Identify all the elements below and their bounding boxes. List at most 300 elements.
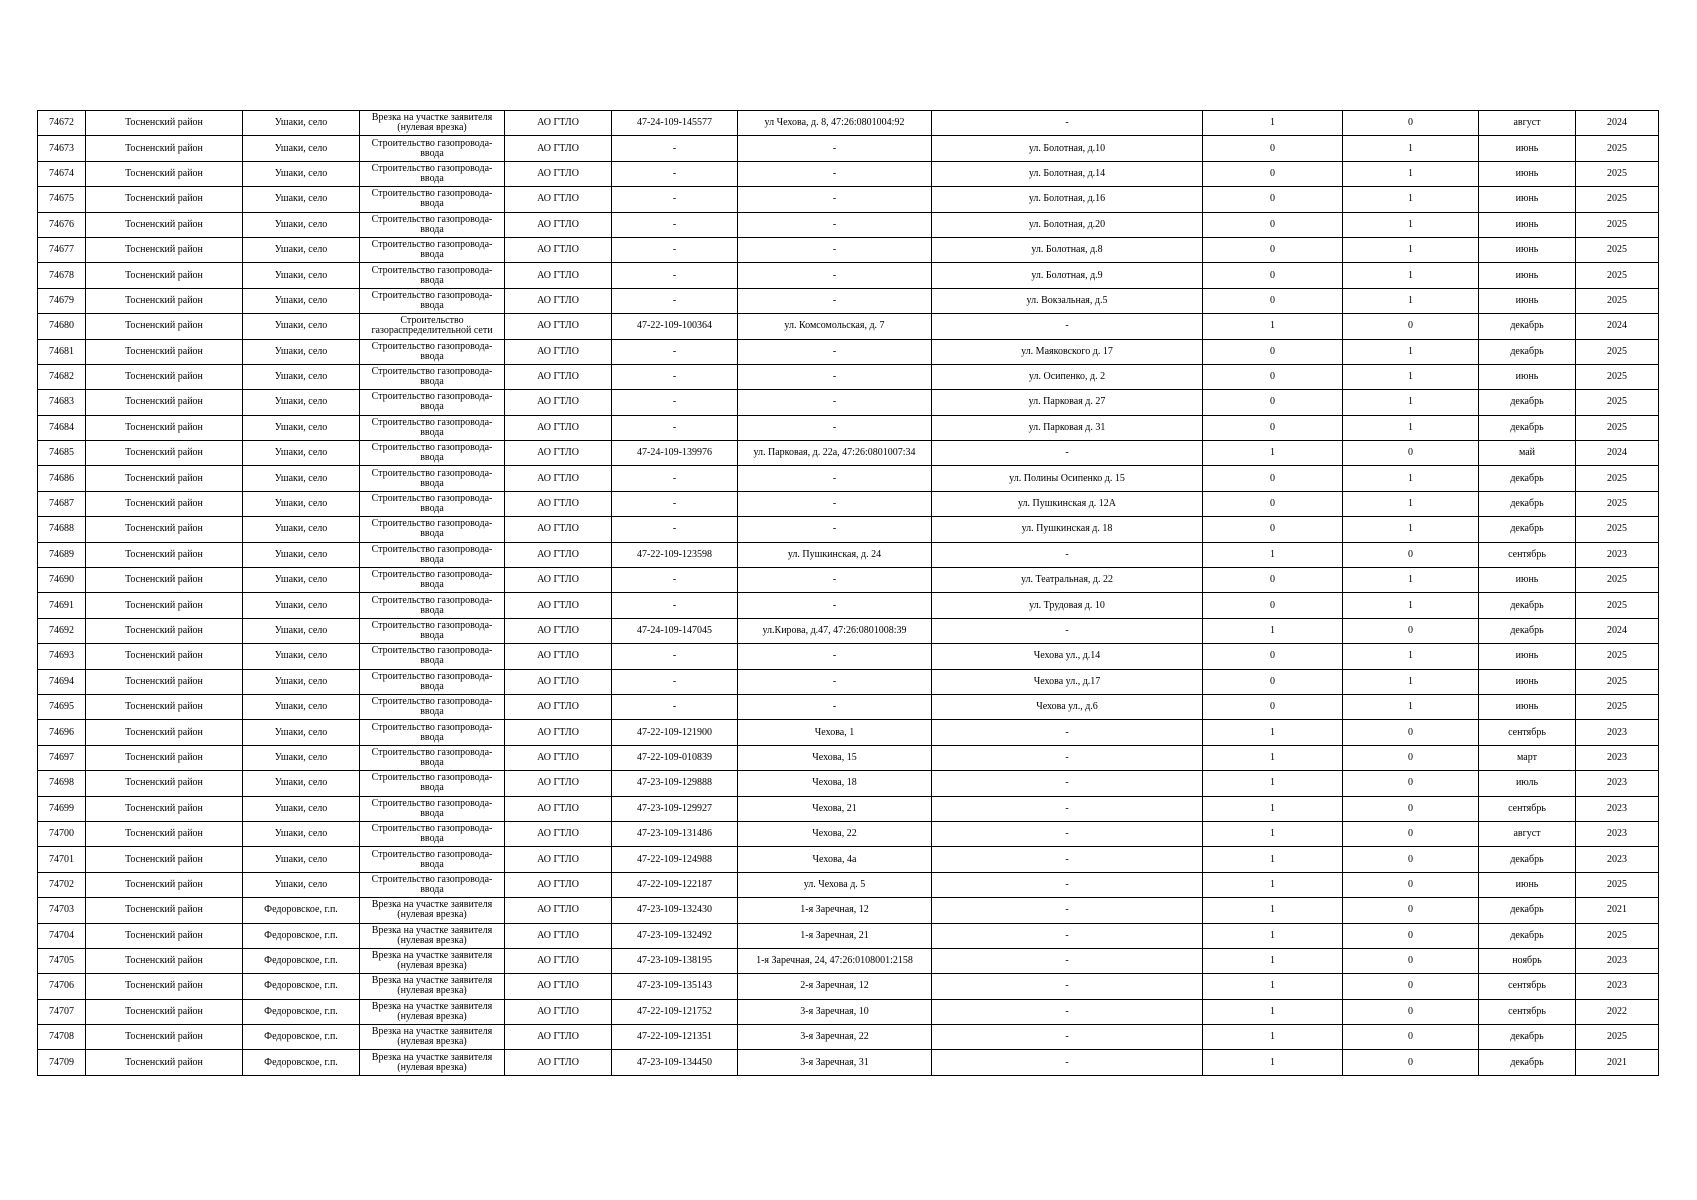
- organization-cell: АО ГТЛО: [505, 618, 612, 643]
- year-cell: 2025: [1576, 415, 1659, 440]
- address-cell: ул. Пушкинская, д. 24: [738, 542, 932, 567]
- organization-cell: АО ГТЛО: [505, 542, 612, 567]
- contract-number-cell: 47-23-109-134450: [612, 1050, 738, 1075]
- year-cell: 2025: [1576, 491, 1659, 516]
- year-cell: 2025: [1576, 263, 1659, 288]
- count-planned-cell: 1: [1343, 364, 1479, 389]
- year-cell: 2025: [1576, 694, 1659, 719]
- contract-number-cell: -: [612, 390, 738, 415]
- table-row: [38, 339, 1659, 364]
- count-done-cell: 1: [1203, 821, 1343, 846]
- month-cell: июнь: [1479, 694, 1576, 719]
- table-row: [38, 1025, 1659, 1050]
- row-id-cell: 74694: [38, 669, 86, 694]
- row-id-cell: 74689: [38, 542, 86, 567]
- contract-number-cell: -: [612, 364, 738, 389]
- district-cell: Тосненский район: [86, 187, 243, 212]
- planned-address-cell: ул. Болотная, д.9: [932, 263, 1203, 288]
- month-cell: июнь: [1479, 364, 1576, 389]
- month-cell: июнь: [1479, 187, 1576, 212]
- table-row: [38, 517, 1659, 542]
- work-type-cell: Строительство газопровода-ввода: [360, 364, 505, 389]
- count-planned-cell: 1: [1343, 212, 1479, 237]
- work-type-cell: Строительство газопровода-ввода: [360, 821, 505, 846]
- contract-number-cell: 47-22-109-121900: [612, 720, 738, 745]
- row-id-cell: 74676: [38, 212, 86, 237]
- month-cell: декабрь: [1479, 593, 1576, 618]
- settlement-cell: Ушаки, село: [243, 517, 360, 542]
- contract-number-cell: -: [612, 263, 738, 288]
- planned-address-cell: -: [932, 542, 1203, 567]
- settlement-cell: Федоровское, г.п.: [243, 1050, 360, 1075]
- table-row: [38, 364, 1659, 389]
- year-cell: 2025: [1576, 187, 1659, 212]
- count-done-cell: 1: [1203, 720, 1343, 745]
- district-cell: Тосненский район: [86, 111, 243, 136]
- work-type-cell: Врезка на участке заявителя (нулевая врезка): [360, 974, 505, 999]
- row-id-cell: 74686: [38, 466, 86, 491]
- count-planned-cell: 1: [1343, 136, 1479, 161]
- count-done-cell: 1: [1203, 796, 1343, 821]
- row-id-cell: 74675: [38, 187, 86, 212]
- planned-address-cell: ул. Пушкинская д. 18: [932, 517, 1203, 542]
- table-row: [38, 593, 1659, 618]
- work-type-cell: Строительство газопровода-ввода: [360, 161, 505, 186]
- count-planned-cell: 0: [1343, 796, 1479, 821]
- settlement-cell: Ушаки, село: [243, 390, 360, 415]
- contract-number-cell: -: [612, 288, 738, 313]
- district-cell: Тосненский район: [86, 364, 243, 389]
- district-cell: Тосненский район: [86, 771, 243, 796]
- address-cell: -: [738, 568, 932, 593]
- table-row: [38, 441, 1659, 466]
- organization-cell: АО ГТЛО: [505, 1050, 612, 1075]
- count-planned-cell: 1: [1343, 390, 1479, 415]
- month-cell: июнь: [1479, 161, 1576, 186]
- planned-address-cell: -: [932, 872, 1203, 897]
- work-type-cell: Строительство газопровода-ввода: [360, 390, 505, 415]
- row-id-cell: 74701: [38, 847, 86, 872]
- table-row: [38, 821, 1659, 846]
- count-done-cell: 0: [1203, 415, 1343, 440]
- address-cell: 1-я Заречная, 24, 47:26:0108001:2158: [738, 948, 932, 973]
- contract-number-cell: -: [612, 212, 738, 237]
- count-done-cell: 1: [1203, 1025, 1343, 1050]
- year-cell: 2025: [1576, 339, 1659, 364]
- district-cell: Тосненский район: [86, 745, 243, 770]
- address-cell: -: [738, 136, 932, 161]
- count-done-cell: 1: [1203, 898, 1343, 923]
- planned-address-cell: -: [932, 796, 1203, 821]
- count-planned-cell: 1: [1343, 644, 1479, 669]
- table-row: [38, 161, 1659, 186]
- work-type-cell: Строительство газопровода-ввода: [360, 136, 505, 161]
- work-type-cell: Строительство газопровода-ввода: [360, 644, 505, 669]
- planned-address-cell: Чехова ул., д.17: [932, 669, 1203, 694]
- work-type-cell: Врезка на участке заявителя (нулевая врезка): [360, 898, 505, 923]
- year-cell: 2025: [1576, 161, 1659, 186]
- table-row: [38, 237, 1659, 262]
- row-id-cell: 74702: [38, 872, 86, 897]
- count-done-cell: 1: [1203, 999, 1343, 1024]
- address-cell: -: [738, 491, 932, 516]
- organization-cell: АО ГТЛО: [505, 644, 612, 669]
- row-id-cell: 74681: [38, 339, 86, 364]
- planned-address-cell: -: [932, 771, 1203, 796]
- planned-address-cell: -: [932, 898, 1203, 923]
- planned-address-cell: -: [932, 720, 1203, 745]
- row-id-cell: 74692: [38, 618, 86, 643]
- count-done-cell: 0: [1203, 491, 1343, 516]
- work-type-cell: Строительство газопровода-ввода: [360, 618, 505, 643]
- count-planned-cell: 0: [1343, 542, 1479, 567]
- district-cell: Тосненский район: [86, 898, 243, 923]
- organization-cell: АО ГТЛО: [505, 390, 612, 415]
- settlement-cell: Ушаки, село: [243, 187, 360, 212]
- work-type-cell: Строительство газопровода-ввода: [360, 517, 505, 542]
- organization-cell: АО ГТЛО: [505, 441, 612, 466]
- address-cell: -: [738, 161, 932, 186]
- organization-cell: АО ГТЛО: [505, 212, 612, 237]
- work-type-cell: Строительство газопровода-ввода: [360, 288, 505, 313]
- count-done-cell: 1: [1203, 847, 1343, 872]
- count-done-cell: 1: [1203, 314, 1343, 339]
- work-type-cell: Строительство газопровода-ввода: [360, 669, 505, 694]
- table-row: [38, 745, 1659, 770]
- count-planned-cell: 1: [1343, 593, 1479, 618]
- table-row: [38, 466, 1659, 491]
- settlement-cell: Ушаки, село: [243, 491, 360, 516]
- count-done-cell: 0: [1203, 136, 1343, 161]
- address-cell: 3-я Заречная, 10: [738, 999, 932, 1024]
- table-row: [38, 618, 1659, 643]
- month-cell: декабрь: [1479, 517, 1576, 542]
- address-cell: 1-я Заречная, 12: [738, 898, 932, 923]
- district-cell: Тосненский район: [86, 517, 243, 542]
- organization-cell: АО ГТЛО: [505, 974, 612, 999]
- address-cell: Чехова, 22: [738, 821, 932, 846]
- planned-address-cell: ул. Болотная, д.16: [932, 187, 1203, 212]
- settlement-cell: Ушаки, село: [243, 263, 360, 288]
- row-id-cell: 74704: [38, 923, 86, 948]
- settlement-cell: Ушаки, село: [243, 136, 360, 161]
- count-planned-cell: 1: [1343, 466, 1479, 491]
- planned-address-cell: -: [932, 974, 1203, 999]
- month-cell: июль: [1479, 771, 1576, 796]
- district-cell: Тосненский район: [86, 948, 243, 973]
- district-cell: Тосненский район: [86, 720, 243, 745]
- count-planned-cell: 1: [1343, 288, 1479, 313]
- year-cell: 2025: [1576, 466, 1659, 491]
- work-type-cell: Строительство газопровода-ввода: [360, 847, 505, 872]
- district-cell: Тосненский район: [86, 466, 243, 491]
- settlement-cell: Ушаки, село: [243, 720, 360, 745]
- organization-cell: АО ГТЛО: [505, 568, 612, 593]
- settlement-cell: Ушаки, село: [243, 694, 360, 719]
- organization-cell: АО ГТЛО: [505, 136, 612, 161]
- count-planned-cell: 0: [1343, 111, 1479, 136]
- organization-cell: АО ГТЛО: [505, 237, 612, 262]
- planned-address-cell: ул. Театральная, д. 22: [932, 568, 1203, 593]
- settlement-cell: Ушаки, село: [243, 568, 360, 593]
- row-id-cell: 74680: [38, 314, 86, 339]
- year-cell: 2023: [1576, 720, 1659, 745]
- year-cell: 2021: [1576, 1050, 1659, 1075]
- district-cell: Тосненский район: [86, 491, 243, 516]
- count-done-cell: 1: [1203, 542, 1343, 567]
- row-id-cell: 74698: [38, 771, 86, 796]
- contract-number-cell: 47-23-109-132492: [612, 923, 738, 948]
- contract-number-cell: 47-24-109-139976: [612, 441, 738, 466]
- month-cell: декабрь: [1479, 898, 1576, 923]
- district-cell: Тосненский район: [86, 872, 243, 897]
- table-row: [38, 974, 1659, 999]
- planned-address-cell: -: [932, 745, 1203, 770]
- table-row: [38, 644, 1659, 669]
- month-cell: сентябрь: [1479, 999, 1576, 1024]
- settlement-cell: Ушаки, село: [243, 161, 360, 186]
- row-id-cell: 74693: [38, 644, 86, 669]
- year-cell: 2023: [1576, 974, 1659, 999]
- work-type-cell: Врезка на участке заявителя (нулевая врезка): [360, 1025, 505, 1050]
- work-type-cell: Строительство газопровода-ввода: [360, 415, 505, 440]
- settlement-cell: Ушаки, село: [243, 111, 360, 136]
- count-done-cell: 1: [1203, 771, 1343, 796]
- organization-cell: АО ГТЛО: [505, 999, 612, 1024]
- district-cell: Тосненский район: [86, 314, 243, 339]
- row-id-cell: 74678: [38, 263, 86, 288]
- month-cell: май: [1479, 441, 1576, 466]
- work-type-cell: Строительство газопровода-ввода: [360, 542, 505, 567]
- count-done-cell: 1: [1203, 441, 1343, 466]
- year-cell: 2025: [1576, 517, 1659, 542]
- work-type-cell: Строительство газопровода-ввода: [360, 491, 505, 516]
- month-cell: декабрь: [1479, 923, 1576, 948]
- year-cell: 2025: [1576, 1025, 1659, 1050]
- table-row: [38, 390, 1659, 415]
- settlement-cell: Ушаки, село: [243, 441, 360, 466]
- planned-address-cell: -: [932, 847, 1203, 872]
- address-cell: -: [738, 644, 932, 669]
- count-planned-cell: 0: [1343, 948, 1479, 973]
- planned-address-cell: ул. Вокзальная, д.5: [932, 288, 1203, 313]
- planned-address-cell: ул. Маяковского д. 17: [932, 339, 1203, 364]
- address-cell: ул. Парковая, д. 22а, 47:26:0801007:34: [738, 441, 932, 466]
- row-id-cell: 74672: [38, 111, 86, 136]
- settlement-cell: Федоровское, г.п.: [243, 974, 360, 999]
- organization-cell: АО ГТЛО: [505, 288, 612, 313]
- district-cell: Тосненский район: [86, 390, 243, 415]
- count-planned-cell: 0: [1343, 441, 1479, 466]
- work-type-cell: Врезка на участке заявителя (нулевая врезка): [360, 111, 505, 136]
- count-planned-cell: 1: [1343, 339, 1479, 364]
- address-cell: ул. Комсомольская, д. 7: [738, 314, 932, 339]
- settlement-cell: Ушаки, село: [243, 745, 360, 770]
- table-body: [38, 111, 1659, 1076]
- year-cell: 2025: [1576, 669, 1659, 694]
- district-cell: Тосненский район: [86, 821, 243, 846]
- district-cell: Тосненский район: [86, 593, 243, 618]
- count-done-cell: 1: [1203, 618, 1343, 643]
- count-done-cell: 1: [1203, 974, 1343, 999]
- district-cell: Тосненский район: [86, 339, 243, 364]
- address-cell: 1-я Заречная, 21: [738, 923, 932, 948]
- settlement-cell: Ушаки, село: [243, 796, 360, 821]
- address-cell: -: [738, 415, 932, 440]
- contract-number-cell: 47-23-109-138195: [612, 948, 738, 973]
- year-cell: 2022: [1576, 999, 1659, 1024]
- contract-number-cell: 47-23-109-135143: [612, 974, 738, 999]
- organization-cell: АО ГТЛО: [505, 923, 612, 948]
- count-planned-cell: 1: [1343, 669, 1479, 694]
- month-cell: сентябрь: [1479, 720, 1576, 745]
- address-cell: -: [738, 263, 932, 288]
- settlement-cell: Федоровское, г.п.: [243, 948, 360, 973]
- table-row: [38, 568, 1659, 593]
- planned-address-cell: ул. Осипенко, д. 2: [932, 364, 1203, 389]
- district-cell: Тосненский район: [86, 542, 243, 567]
- month-cell: сентябрь: [1479, 974, 1576, 999]
- address-cell: -: [738, 694, 932, 719]
- count-done-cell: 0: [1203, 187, 1343, 212]
- month-cell: июнь: [1479, 568, 1576, 593]
- settlement-cell: Ушаки, село: [243, 771, 360, 796]
- organization-cell: АО ГТЛО: [505, 161, 612, 186]
- address-cell: -: [738, 237, 932, 262]
- row-id-cell: 74674: [38, 161, 86, 186]
- district-cell: Тосненский район: [86, 796, 243, 821]
- work-type-cell: Строительство газопровода-ввода: [360, 568, 505, 593]
- year-cell: 2024: [1576, 441, 1659, 466]
- settlement-cell: Ушаки, село: [243, 618, 360, 643]
- contract-number-cell: 47-22-109-121752: [612, 999, 738, 1024]
- contract-number-cell: -: [612, 491, 738, 516]
- address-cell: 2-я Заречная, 12: [738, 974, 932, 999]
- district-cell: Тосненский район: [86, 1050, 243, 1075]
- organization-cell: АО ГТЛО: [505, 745, 612, 770]
- year-cell: 2025: [1576, 212, 1659, 237]
- work-type-cell: Врезка на участке заявителя (нулевая врезка): [360, 999, 505, 1024]
- count-planned-cell: 1: [1343, 237, 1479, 262]
- contract-number-cell: -: [612, 644, 738, 669]
- planned-address-cell: -: [932, 618, 1203, 643]
- count-done-cell: 1: [1203, 923, 1343, 948]
- month-cell: июнь: [1479, 263, 1576, 288]
- year-cell: 2025: [1576, 364, 1659, 389]
- district-cell: Тосненский район: [86, 212, 243, 237]
- settlement-cell: Ушаки, село: [243, 644, 360, 669]
- count-planned-cell: 1: [1343, 161, 1479, 186]
- table-row: [38, 999, 1659, 1024]
- count-done-cell: 1: [1203, 948, 1343, 973]
- address-cell: Чехова, 4а: [738, 847, 932, 872]
- planned-address-cell: Чехова ул., д.6: [932, 694, 1203, 719]
- work-type-cell: Строительство газопровода-ввода: [360, 441, 505, 466]
- organization-cell: АО ГТЛО: [505, 263, 612, 288]
- contract-number-cell: -: [612, 187, 738, 212]
- address-cell: ул.Кирова, д.47, 47:26:0801008:39: [738, 618, 932, 643]
- row-id-cell: 74705: [38, 948, 86, 973]
- settlement-cell: Ушаки, село: [243, 542, 360, 567]
- count-done-cell: 0: [1203, 694, 1343, 719]
- table-row: [38, 669, 1659, 694]
- address-cell: -: [738, 339, 932, 364]
- count-planned-cell: 0: [1343, 1025, 1479, 1050]
- year-cell: 2023: [1576, 796, 1659, 821]
- district-cell: Тосненский район: [86, 669, 243, 694]
- work-type-cell: Строительство газопровода-ввода: [360, 187, 505, 212]
- count-done-cell: 0: [1203, 339, 1343, 364]
- count-done-cell: 0: [1203, 237, 1343, 262]
- table-row: [38, 923, 1659, 948]
- row-id-cell: 74687: [38, 491, 86, 516]
- planned-address-cell: ул. Болотная, д.14: [932, 161, 1203, 186]
- work-type-cell: Строительство газопровода-ввода: [360, 771, 505, 796]
- year-cell: 2025: [1576, 237, 1659, 262]
- count-done-cell: 1: [1203, 1050, 1343, 1075]
- planned-address-cell: -: [932, 111, 1203, 136]
- count-done-cell: 0: [1203, 593, 1343, 618]
- organization-cell: АО ГТЛО: [505, 491, 612, 516]
- table-row: [38, 263, 1659, 288]
- row-id-cell: 74677: [38, 237, 86, 262]
- district-cell: Тосненский район: [86, 1025, 243, 1050]
- organization-cell: АО ГТЛО: [505, 771, 612, 796]
- address-cell: Чехова, 15: [738, 745, 932, 770]
- month-cell: декабрь: [1479, 1050, 1576, 1075]
- organization-cell: АО ГТЛО: [505, 593, 612, 618]
- row-id-cell: 74684: [38, 415, 86, 440]
- organization-cell: АО ГТЛО: [505, 694, 612, 719]
- table-row: [38, 847, 1659, 872]
- month-cell: декабрь: [1479, 466, 1576, 491]
- year-cell: 2024: [1576, 618, 1659, 643]
- organization-cell: АО ГТЛО: [505, 948, 612, 973]
- work-type-cell: Врезка на участке заявителя (нулевая врезка): [360, 923, 505, 948]
- contract-number-cell: -: [612, 237, 738, 262]
- planned-address-cell: -: [932, 314, 1203, 339]
- planned-address-cell: ул. Болотная, д.20: [932, 212, 1203, 237]
- address-cell: -: [738, 364, 932, 389]
- contract-number-cell: -: [612, 415, 738, 440]
- work-type-cell: Строительство газопровода-ввода: [360, 237, 505, 262]
- planned-address-cell: Чехова ул., д.14: [932, 644, 1203, 669]
- row-id-cell: 74709: [38, 1050, 86, 1075]
- district-cell: Тосненский район: [86, 415, 243, 440]
- district-cell: Тосненский район: [86, 974, 243, 999]
- settlement-cell: Ушаки, село: [243, 593, 360, 618]
- work-type-cell: Врезка на участке заявителя (нулевая врезка): [360, 948, 505, 973]
- count-planned-cell: 1: [1343, 517, 1479, 542]
- address-cell: 3-я Заречная, 22: [738, 1025, 932, 1050]
- row-id-cell: 74697: [38, 745, 86, 770]
- count-planned-cell: 0: [1343, 923, 1479, 948]
- table-row: [38, 898, 1659, 923]
- district-cell: Тосненский район: [86, 263, 243, 288]
- month-cell: март: [1479, 745, 1576, 770]
- settlement-cell: Ушаки, село: [243, 288, 360, 313]
- count-planned-cell: 1: [1343, 187, 1479, 212]
- month-cell: июнь: [1479, 212, 1576, 237]
- contract-number-cell: 47-24-109-147045: [612, 618, 738, 643]
- organization-cell: АО ГТЛО: [505, 466, 612, 491]
- settlement-cell: Федоровское, г.п.: [243, 923, 360, 948]
- year-cell: 2024: [1576, 111, 1659, 136]
- district-cell: Тосненский район: [86, 136, 243, 161]
- settlement-cell: Ушаки, село: [243, 821, 360, 846]
- work-type-cell: Строительство газопровода-ввода: [360, 339, 505, 364]
- table-row: [38, 415, 1659, 440]
